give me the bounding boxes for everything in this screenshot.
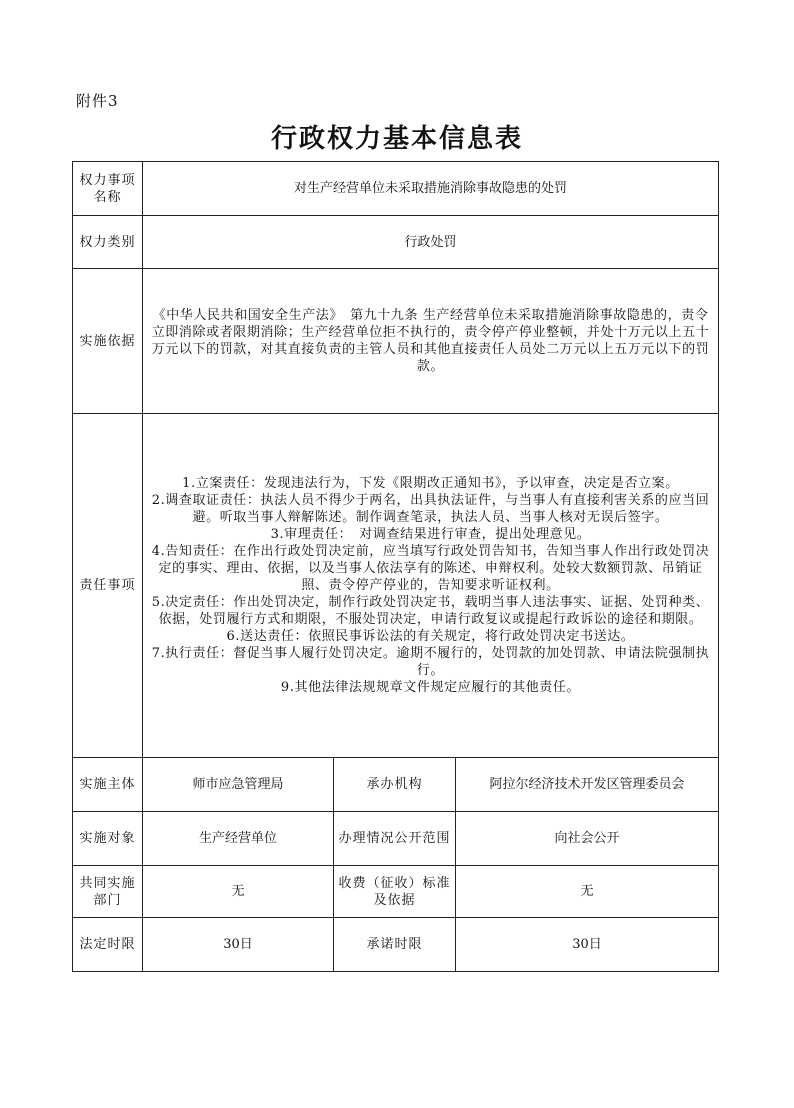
duties-label: 责任事项 [73,414,143,758]
subject-label: 实施主体 [73,758,143,812]
fee-value: 无 [456,866,719,918]
duty-item: 1.立案责任：发现违法行为，下发《限期改正通知书》，予以审查，决定是否立案。 [182,476,679,491]
promised-limit-value: 30日 [456,918,719,972]
page-title: 行政权力基本信息表 [270,124,523,154]
legal-limit-value: 30日 [143,918,334,972]
target-label: 实施对象 [73,812,143,866]
power-type-label: 权力类别 [73,216,143,269]
handling-org-value: 阿拉尔经济技术开发区管理委员会 [456,758,719,812]
row-joint-dept [73,866,719,918]
legal-limit-label: 法定时限 [73,918,143,972]
basis-label: 实施依据 [73,269,143,414]
target-value: 生产经营单位 [143,812,334,866]
row-time-limit [73,918,719,972]
disclosure-value: 向社会公开 [456,812,719,866]
power-type-value: 行政处罚 [143,216,719,269]
row-power-type [73,216,719,269]
disclosure-label: 办理情况公开范围 [334,812,456,866]
duty-item: 7.执行责任：督促当事人履行处罚决定。逾期不履行的，处罚款的加处罚款、申请法院强制执行。 [151,646,710,678]
fee-label: 收费（征收）标准及依据 [334,866,456,918]
duty-item: 5.决定责任：作出处罚决定，制作行政处罚决定书，载明当事人违法事实、证据、处罚种类、依据，处罚履行方式和期限，不服处罚决定，申请行政复议或提起行政诉讼的途径和期限。 [151,595,710,627]
joint-dept-label: 共同实施部门 [73,866,143,918]
duty-item: 9.其他法律法规规章文件规定应履行的其他责任。 [280,680,581,695]
row-basis [73,269,719,414]
info-table [72,161,719,972]
row-target [73,812,719,866]
duty-item: 2.调查取证责任：执法人员不得少于两名，出具执法证件，与当事人有直接利害关系的应当回避。听取当事人辩解陈述。制作调查笔录，执法人员、当事人核对无误后签字。 [151,493,710,525]
power-name-value: 对生产经营单位未采取措施消除事故隐患的处罚 [143,162,719,216]
duty-item: 6.送达责任：依照民事诉讼法的有关规定，将行政处罚决定书送达。 [226,629,635,644]
promised-limit-label: 承诺时限 [334,918,456,972]
power-name-label: 权力事项名称 [73,162,143,216]
subject-value: 师市应急管理局 [143,758,334,812]
handling-org-label: 承办机构 [334,758,456,812]
duty-item: 4.告知责任：在作出行政处罚决定前，应当填写行政处罚告知书，告知当事人作出行政处罚决定的事实、理由、依据，以及当事人依法享有的陈述、申辩权利。处较大数额罚款、吊销证照、责令停产停业的，告知要求听证权利。 [151,544,710,593]
attachment-label: 附件3 [76,92,119,110]
basis-value: 《中华人民共和国安全生产法》 第九十九条 生产经营单位未采取措施消除事故隐患的，责令立即消除或者限期消除；生产经营单位拒不执行的，责令停产停业整顿，并处十万元以上五十万元以下的罚款，对其直接负责的主管人员和其他直接责任人员处二万元以上五万元以下的罚款。 [143,269,719,414]
duties-list [143,414,719,758]
row-duties [73,414,719,758]
row-subject [73,758,719,812]
row-power-name [73,162,719,216]
joint-dept-value: 无 [143,866,334,918]
duty-item: 3.审理责任： 对调查结果进行审查，提出处理意见。 [270,527,591,542]
